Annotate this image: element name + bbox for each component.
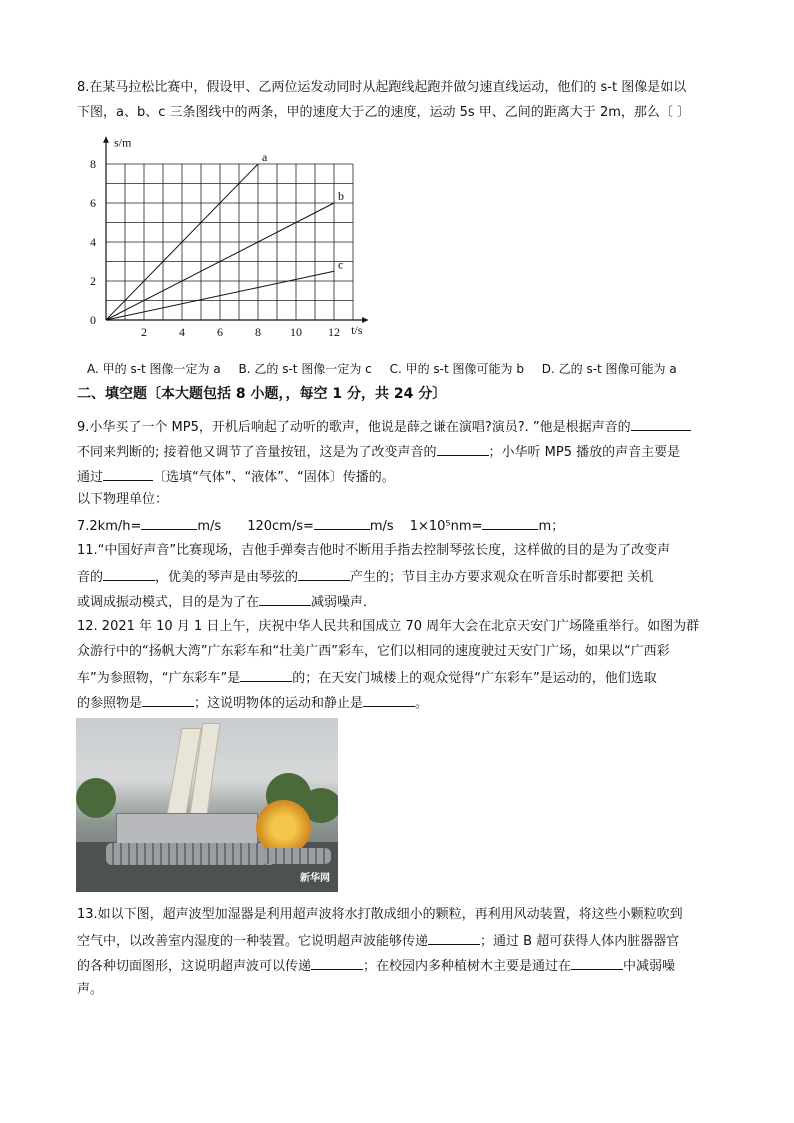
- q9-line1: [77, 418, 691, 436]
- q13-text-3: 的各种切面图形，这说明超声波可以传递: [77, 959, 312, 974]
- q8-text-line2: 下图，a、b、c 三条图线中的两条，甲的速度大于乙的速度，运动 5s 甲、乙间的距离大于 2m，那么〔 〕: [77, 105, 691, 120]
- q12-line3: [77, 669, 657, 687]
- q12-text-4: ；这说明物体的运动和静止是: [194, 696, 364, 711]
- answer-blank[interactable]: [428, 932, 480, 945]
- y-tick-label: 4: [90, 235, 96, 249]
- q11-line1: 11.“中国好声音”比赛现场，吉他手弹奏吉他时不断用手指去控制琴弦长度，这样做的目的是为了改变声: [77, 543, 671, 558]
- q13-text-5: 中减弱噪: [623, 959, 676, 974]
- answer-blank[interactable]: [363, 694, 415, 707]
- answer-blank[interactable]: [571, 957, 623, 970]
- q9-line3: [77, 468, 395, 486]
- q13-line2: [77, 932, 679, 950]
- q9-line2: [77, 443, 680, 461]
- answer-blank[interactable]: [259, 593, 311, 606]
- q13-line1: 13.如以下图，超声波型加湿器是利用超声波将水打散成细小的颗粒，再利用风动装置，将这些小颗粒吹到: [77, 907, 683, 922]
- q11-text-5: 减弱噪声．: [311, 595, 377, 610]
- units-title: 以下物理单位：: [77, 492, 169, 507]
- x-axis-label: t/s: [351, 323, 363, 337]
- option-d: D. 乙的 s-t 图像可能为 a: [541, 362, 677, 376]
- photo-watermark: 新华网: [300, 873, 330, 884]
- x-tick-label: 12: [328, 325, 340, 339]
- unit-b-text: 120cm/s=: [247, 519, 314, 534]
- x-tick-label: 6: [217, 325, 223, 339]
- x-tick-label: 8: [255, 325, 261, 339]
- q9-text-5: 〔选填“气体”、“液体”、“固体〕传播的。: [153, 470, 395, 485]
- unit-a-text: 7.2km/h=: [77, 519, 142, 534]
- q9-text-1: 9.小华买了一个 MP5，开机后响起了动听的歌声，他说是薛之谦在演唱?演员?. ”他是根据声音的: [77, 420, 631, 435]
- q9-text-4: 通过: [77, 470, 104, 485]
- option-b: B. 乙的 s-t 图像一定为 c: [238, 362, 372, 376]
- answer-blank[interactable]: [314, 517, 370, 530]
- q11-line2: [77, 568, 653, 586]
- option-a: A. 甲的 s-t 图像一定为 a: [87, 362, 221, 376]
- series-label-a: a: [262, 150, 268, 164]
- x-axis-arrow: [362, 317, 368, 323]
- q12-text-2: 的；在天安门城楼上的观众觉得“广东彩车”是运动的，他们选取: [292, 671, 657, 686]
- x-tick-label: 2: [141, 325, 147, 339]
- q11-text-2: ，优美的琴声是由琴弦的: [155, 570, 299, 585]
- answer-blank[interactable]: [298, 568, 350, 581]
- section-title: 二、填空题〔本大题包括 8 小题，，每空 1 分，共 24 分〕: [77, 386, 447, 402]
- y-tick-label: 2: [90, 274, 96, 288]
- y-axis-arrow: [103, 137, 109, 143]
- q12-text-3: 的参照物是: [77, 696, 143, 711]
- q13-line3: [77, 957, 675, 975]
- answer-blank[interactable]: [240, 669, 292, 682]
- answer-blank[interactable]: [631, 418, 691, 431]
- y-tick-label: 0: [90, 313, 96, 327]
- option-c: C. 甲的 s-t 图像可能为 b: [389, 362, 524, 376]
- parade-float-photo: [76, 718, 338, 892]
- answer-blank[interactable]: [103, 568, 155, 581]
- q12-text-5: 。: [415, 696, 429, 711]
- q9-text-3: ；小华听 MP5 播放的声音主要是: [488, 445, 681, 460]
- series-label-b: b: [338, 189, 344, 203]
- q13-text-4: ；在校园内多种植树木主要是通过在: [363, 959, 572, 974]
- answer-blank[interactable]: [103, 468, 153, 481]
- q13-line4: 声。: [77, 982, 104, 997]
- q13-text-1: 空气中，以改善室内湿度的一种装置。它说明超声波能够传递: [77, 934, 429, 949]
- q12-text-1: 车”为参照物，“广东彩车”是: [77, 671, 241, 686]
- answer-blank[interactable]: [437, 443, 489, 456]
- unit-b-unit: m/s: [369, 519, 394, 534]
- q13-text-2: ；通过 B 超可获得人体内脏器器官: [480, 934, 680, 949]
- q12-line1: 12. 2021 年 10 月 1 日上午，庆祝中华人民共和国成立 70 周年大会在北京天安门广场隆重举行。如图为群: [77, 619, 700, 634]
- x-tick-label: 4: [179, 325, 185, 339]
- units-line: [77, 517, 564, 535]
- q11-line3: [77, 593, 376, 611]
- q12-line4: [77, 694, 428, 712]
- series-label-c: c: [338, 257, 344, 272]
- x-tick-label: 10: [290, 325, 302, 339]
- answer-blank[interactable]: [311, 957, 363, 970]
- s-t-chart: [78, 130, 368, 350]
- q11-text-1: 音的: [77, 570, 104, 585]
- y-tick-label: 6: [90, 196, 96, 210]
- unit-a-unit: m/s: [197, 519, 222, 534]
- unit-c-text: 1×10⁵nm=: [409, 519, 483, 534]
- q8-text-line1: 8.在某马拉松比赛中，假设甲、乙两位运发动同时从起跑线起跑并做匀速直线运动，他们的 s-t 图像是如以: [77, 80, 687, 95]
- q11-text-4: 或调成振动模式，目的是为了在: [77, 595, 260, 610]
- q9-text-2: 不同来判断的; 接着他又调节了音量按钮，这是为了改变声音的: [77, 445, 437, 460]
- unit-c-unit: m；: [538, 519, 565, 534]
- q8-options: [87, 360, 691, 377]
- answer-blank[interactable]: [141, 517, 197, 530]
- q11-text-3: 产生的；节目主办方要求观众在听音乐时都要把 关机: [350, 570, 654, 585]
- q12-line2: 众游行中的“扬帆大湾”广东彩车和“壮美广西”彩车，它们以相同的速度驶过天安门广场，如果以“广西彩: [77, 644, 670, 659]
- y-axis-label: s/m: [114, 135, 132, 150]
- answer-blank[interactable]: [142, 694, 194, 707]
- y-tick-label: 8: [90, 157, 96, 171]
- answer-blank[interactable]: [482, 517, 538, 530]
